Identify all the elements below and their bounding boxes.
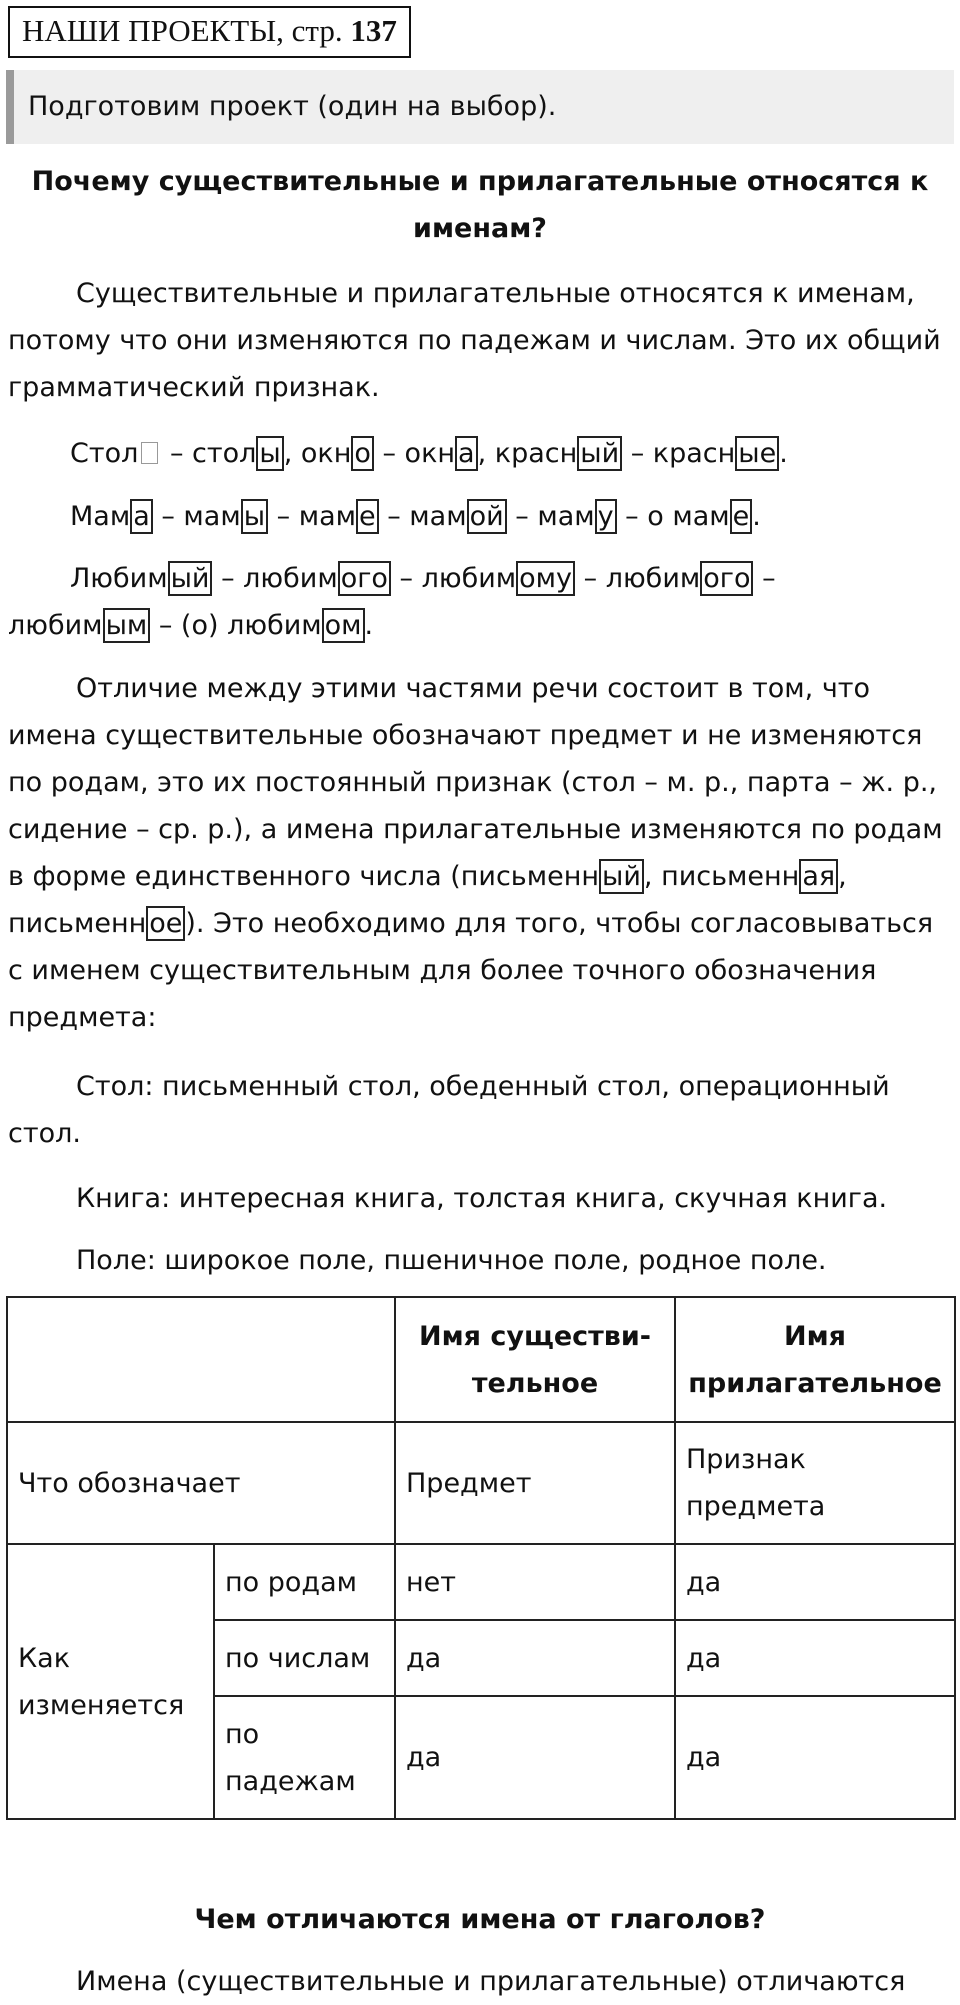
table-header-row <box>7 1297 955 1422</box>
example-word: – красн <box>622 438 736 469</box>
ending-box: ого <box>700 561 753 596</box>
header-page-number: 137 <box>350 13 397 48</box>
ending-box: ый <box>577 436 622 471</box>
cell-noun: да <box>395 1696 675 1819</box>
table-corner-cell <box>7 1297 395 1422</box>
ending-box: ый <box>168 561 213 596</box>
example-line-4 <box>8 602 952 649</box>
example-word: – любим <box>575 563 701 594</box>
example-word: Мам <box>70 501 131 532</box>
ending-box: ом <box>322 608 365 643</box>
example-word: письменн <box>460 861 600 892</box>
comparison-table <box>6 1296 956 1820</box>
example-word: – <box>753 563 776 594</box>
example-word: – мам <box>268 501 356 532</box>
ending-box: ое <box>146 906 185 941</box>
example-word: , окн <box>283 438 352 469</box>
paragraph-names-verbs: Имена (существительные и прилагательные) отличаются <box>76 1966 906 1997</box>
table-row <box>7 1422 955 1544</box>
cell-adjective: да <box>675 1696 955 1819</box>
ending-box: е <box>730 499 753 534</box>
table-row <box>7 1544 955 1620</box>
phrase-table: Стол: письменный стол, обеденный стол, операционный стол. <box>8 1071 890 1149</box>
paragraph-text: ). Это необходимо для того, чтобы согласовываться с именем существительным для более точного обозначения предмета: <box>8 908 934 1033</box>
ending-box: ый <box>599 859 644 894</box>
example-word: любим <box>8 610 103 641</box>
cell-noun: да <box>395 1620 675 1696</box>
example-word: письменн <box>661 861 800 892</box>
paragraph-intro: Существительные и прилагательные относятся к именам, потому что они изменяются по падежам и числам. Это их общий грамматический признак. <box>8 278 941 403</box>
example-word: – (о) любим <box>150 610 322 641</box>
heading-names-verbs: Чем отличаются имена от глаголов? <box>194 1904 766 1935</box>
ending-box: ая <box>799 859 838 894</box>
page-header <box>8 6 411 58</box>
ending-box: о <box>351 436 374 471</box>
example-word: – любим <box>212 563 338 594</box>
ending-box: у <box>595 499 617 534</box>
cell-noun: Предмет <box>395 1422 675 1544</box>
punctuation: . <box>752 501 761 532</box>
heading-nouns-adjectives: Почему существительные и прилагательные относятся к именам? <box>31 166 929 244</box>
header-prefix: НАШИ ПРОЕКТЫ, стр. <box>22 13 343 48</box>
ending-box: а <box>130 499 153 534</box>
example-word: – о мам <box>616 501 730 532</box>
phrase-book: Книга: интересная книга, толстая книга, скучная книга. <box>76 1183 888 1214</box>
punctuation: . <box>779 438 788 469</box>
punctuation: , <box>643 861 662 892</box>
example-word: – любим <box>390 563 517 594</box>
zero-ending-box <box>141 442 158 464</box>
ending-box: ые <box>735 436 779 471</box>
row-label: по родам <box>214 1544 395 1620</box>
group-label: Как изменяется <box>7 1544 214 1819</box>
example-word: письменн <box>8 908 147 939</box>
ending-box: ы <box>241 499 268 534</box>
ending-box: ого <box>338 561 391 596</box>
example-word: , красн <box>477 438 578 469</box>
header-adjective: Имя прилагательное <box>675 1297 955 1422</box>
paragraph-text: Отличие между этими частями речи состоит в том, что имена существительные обозначают предмет и не изменяются по родам, это их постоянный признак (стол – м. р., парта – ж. р., сидение – ср. р.), а имена прилагательные изменяются по родам в форме единственного числа ( <box>8 673 943 892</box>
cell-adjective: да <box>675 1620 955 1696</box>
ending-box: ой <box>467 499 507 534</box>
example-word: – стол <box>161 438 257 469</box>
paragraph-difference <box>8 665 952 1041</box>
example-line-2 <box>8 493 960 540</box>
header-noun: Имя существи-тельное <box>395 1297 675 1422</box>
ending-box: е <box>356 499 379 534</box>
ending-box: а <box>455 436 478 471</box>
phrase-field: Поле: широкое поле, пшеничное поле, родное поле. <box>76 1245 827 1276</box>
task-banner: Подготовим проект (один на выбор). <box>6 70 954 144</box>
example-word: – окн <box>373 438 456 469</box>
example-line-3 <box>8 555 960 602</box>
punctuation: . <box>364 610 374 641</box>
example-word: – мам <box>378 501 467 532</box>
example-word: Стол <box>70 438 139 469</box>
row-label: Что обозначает <box>7 1422 395 1544</box>
ending-box: ому <box>516 561 575 596</box>
cell-noun: нет <box>395 1544 675 1620</box>
ending-box: ы <box>256 436 283 471</box>
example-line-1 <box>8 430 960 477</box>
row-label: по падежам <box>214 1696 395 1819</box>
punctuation: , <box>838 861 847 892</box>
ending-box: ым <box>103 608 151 643</box>
example-word: Любим <box>70 563 168 594</box>
cell-adjective: Признак предмета <box>675 1422 955 1544</box>
example-word: – мам <box>152 501 241 532</box>
example-word: – мам <box>506 501 595 532</box>
cell-adjective: да <box>675 1544 955 1620</box>
row-label: по числам <box>214 1620 395 1696</box>
